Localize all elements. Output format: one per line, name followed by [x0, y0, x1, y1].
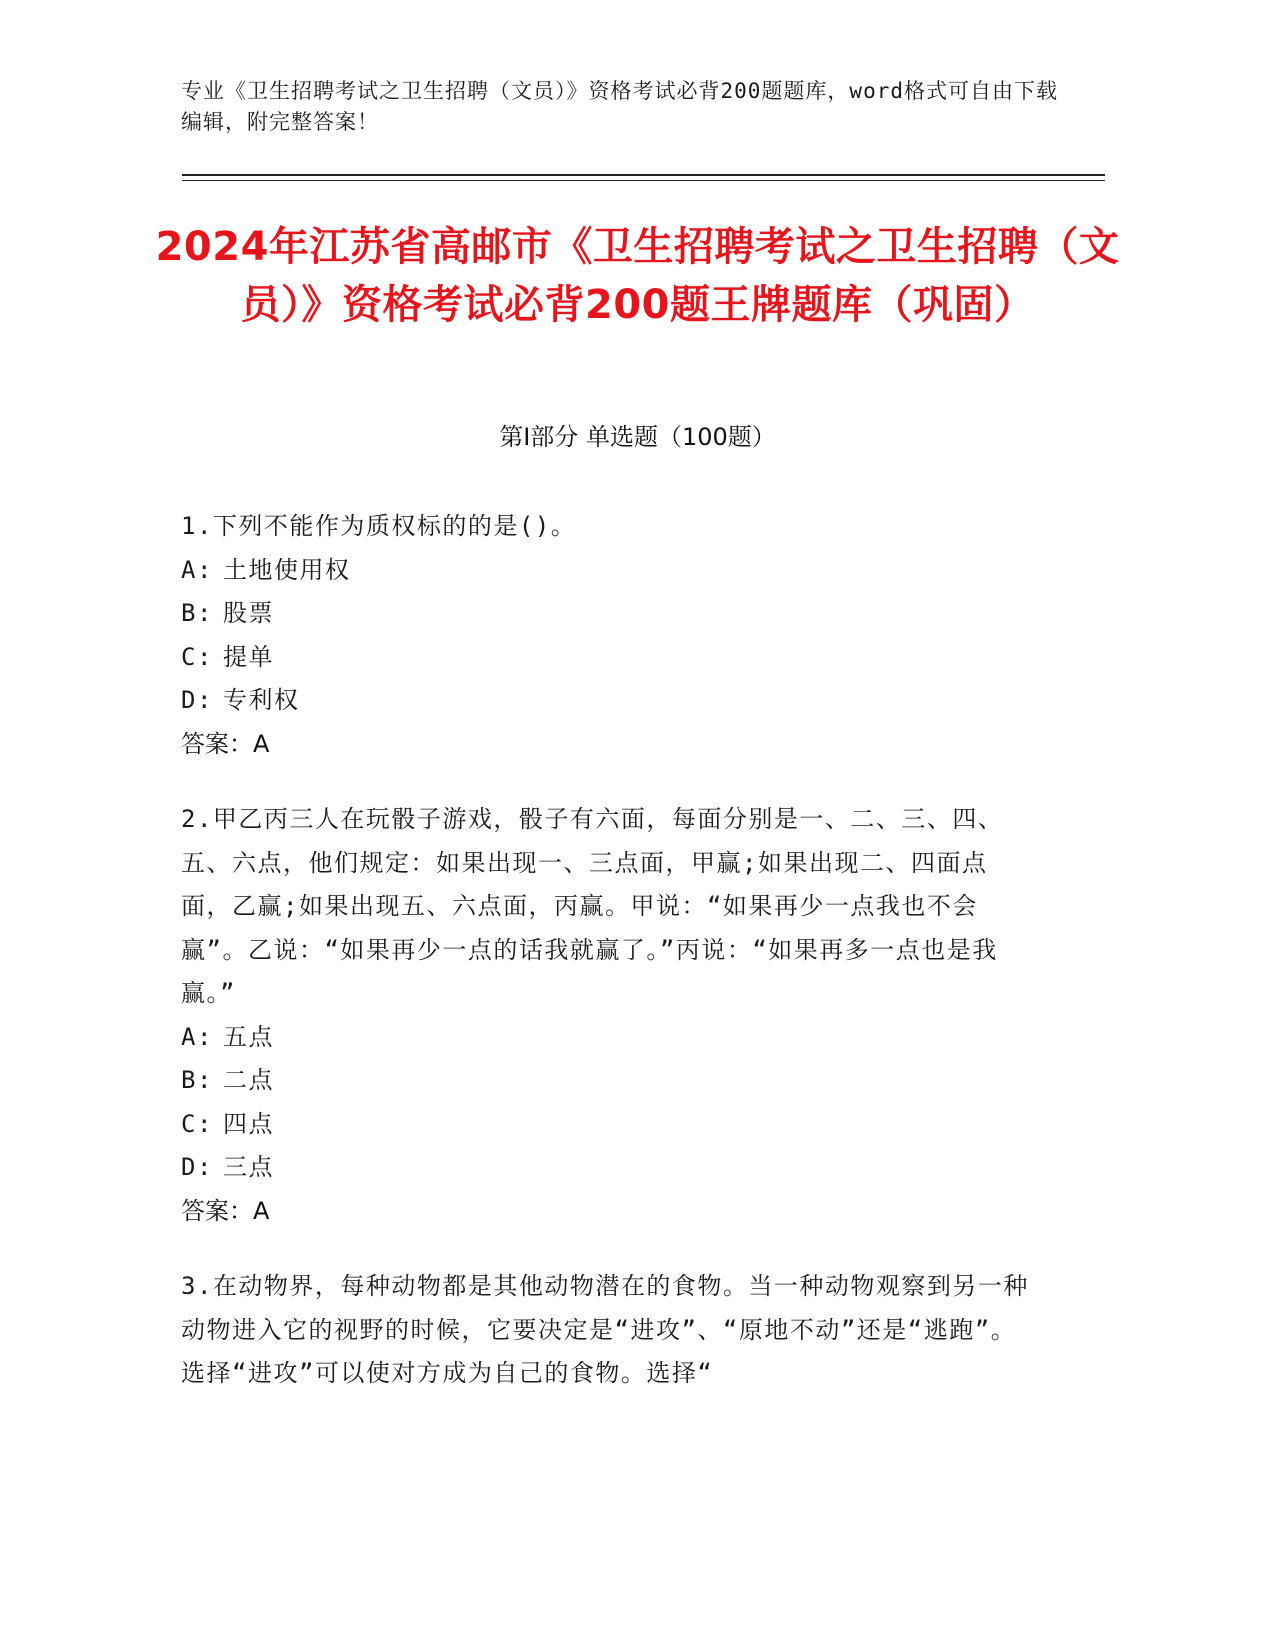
question-1	[181, 505, 1031, 766]
option-text: 三点	[223, 1153, 274, 1181]
question-2-option-a	[181, 1016, 1031, 1060]
question-2	[181, 798, 1031, 1233]
question-1-option-b	[181, 592, 1031, 636]
option-key: B:	[181, 1066, 213, 1094]
question-1-option-d	[181, 679, 1031, 723]
question-1-option-c	[181, 636, 1031, 680]
option-key: D:	[181, 686, 213, 714]
option-key: C:	[181, 1109, 213, 1138]
option-text: 股票	[223, 599, 274, 627]
option-key: A:	[181, 1022, 213, 1051]
question-2-option-d	[181, 1146, 1031, 1190]
section-title: 第Ⅰ部分 单选题（100题）	[499, 423, 776, 451]
option-text: 土地使用权	[223, 555, 351, 584]
question-3-stem: 3.在动物界，每种动物都是其他动物潜在的食物。当一种动物观察到另一种动物进入它的视野的时候，它要决定是“进攻”、“原地不动”还是“逃跑”。选择“进攻”可以使对方成为自己的食物。选择“	[181, 1272, 1029, 1387]
option-text: 二点	[223, 1066, 274, 1094]
question-1-stem: 1.下列不能作为质权标的的是()。	[181, 512, 577, 540]
option-text: 四点	[223, 1109, 274, 1138]
question-3	[181, 1265, 1031, 1396]
option-key: C:	[181, 642, 213, 671]
option-key: D:	[181, 1153, 213, 1181]
question-2-option-c	[181, 1103, 1031, 1147]
option-text: 提单	[223, 642, 274, 671]
option-text: 专利权	[223, 686, 300, 714]
option-key: A:	[181, 555, 213, 584]
header-rule-thick	[182, 174, 1105, 176]
question-2-option-b	[181, 1059, 1031, 1103]
question-list	[181, 505, 1031, 1428]
document-title: 2024年江苏省高邮市《卫生招聘考试之卫生招聘（文员）》资格考试必背200题王牌题库（巩固）	[155, 224, 1120, 328]
question-1-answer: 答案：A	[181, 729, 270, 758]
question-2-answer: 答案：A	[181, 1196, 270, 1225]
option-text: 五点	[223, 1022, 274, 1051]
question-1-option-a	[181, 549, 1031, 593]
question-2-stem: 2.甲乙丙三人在玩骰子游戏，骰子有六面，每面分别是一、二、三、四、五、六点，他们规定：如果出现一、三点面，甲赢;如果出现二、四面点面，乙赢;如果出现五、六点面，丙赢。甲说：“如果再少一点我也不会赢”。乙说：“如果再少一点的话我就赢了。”丙说：“如果再多一点也是我赢。”	[181, 805, 1004, 1007]
option-key: B:	[181, 599, 213, 627]
header-rule-thin	[182, 180, 1105, 181]
header-note: 专业《卫生招聘考试之卫生招聘（文员）》资格考试必背200题题库，word格式可自由下载编辑，附完整答案！	[181, 79, 1058, 134]
